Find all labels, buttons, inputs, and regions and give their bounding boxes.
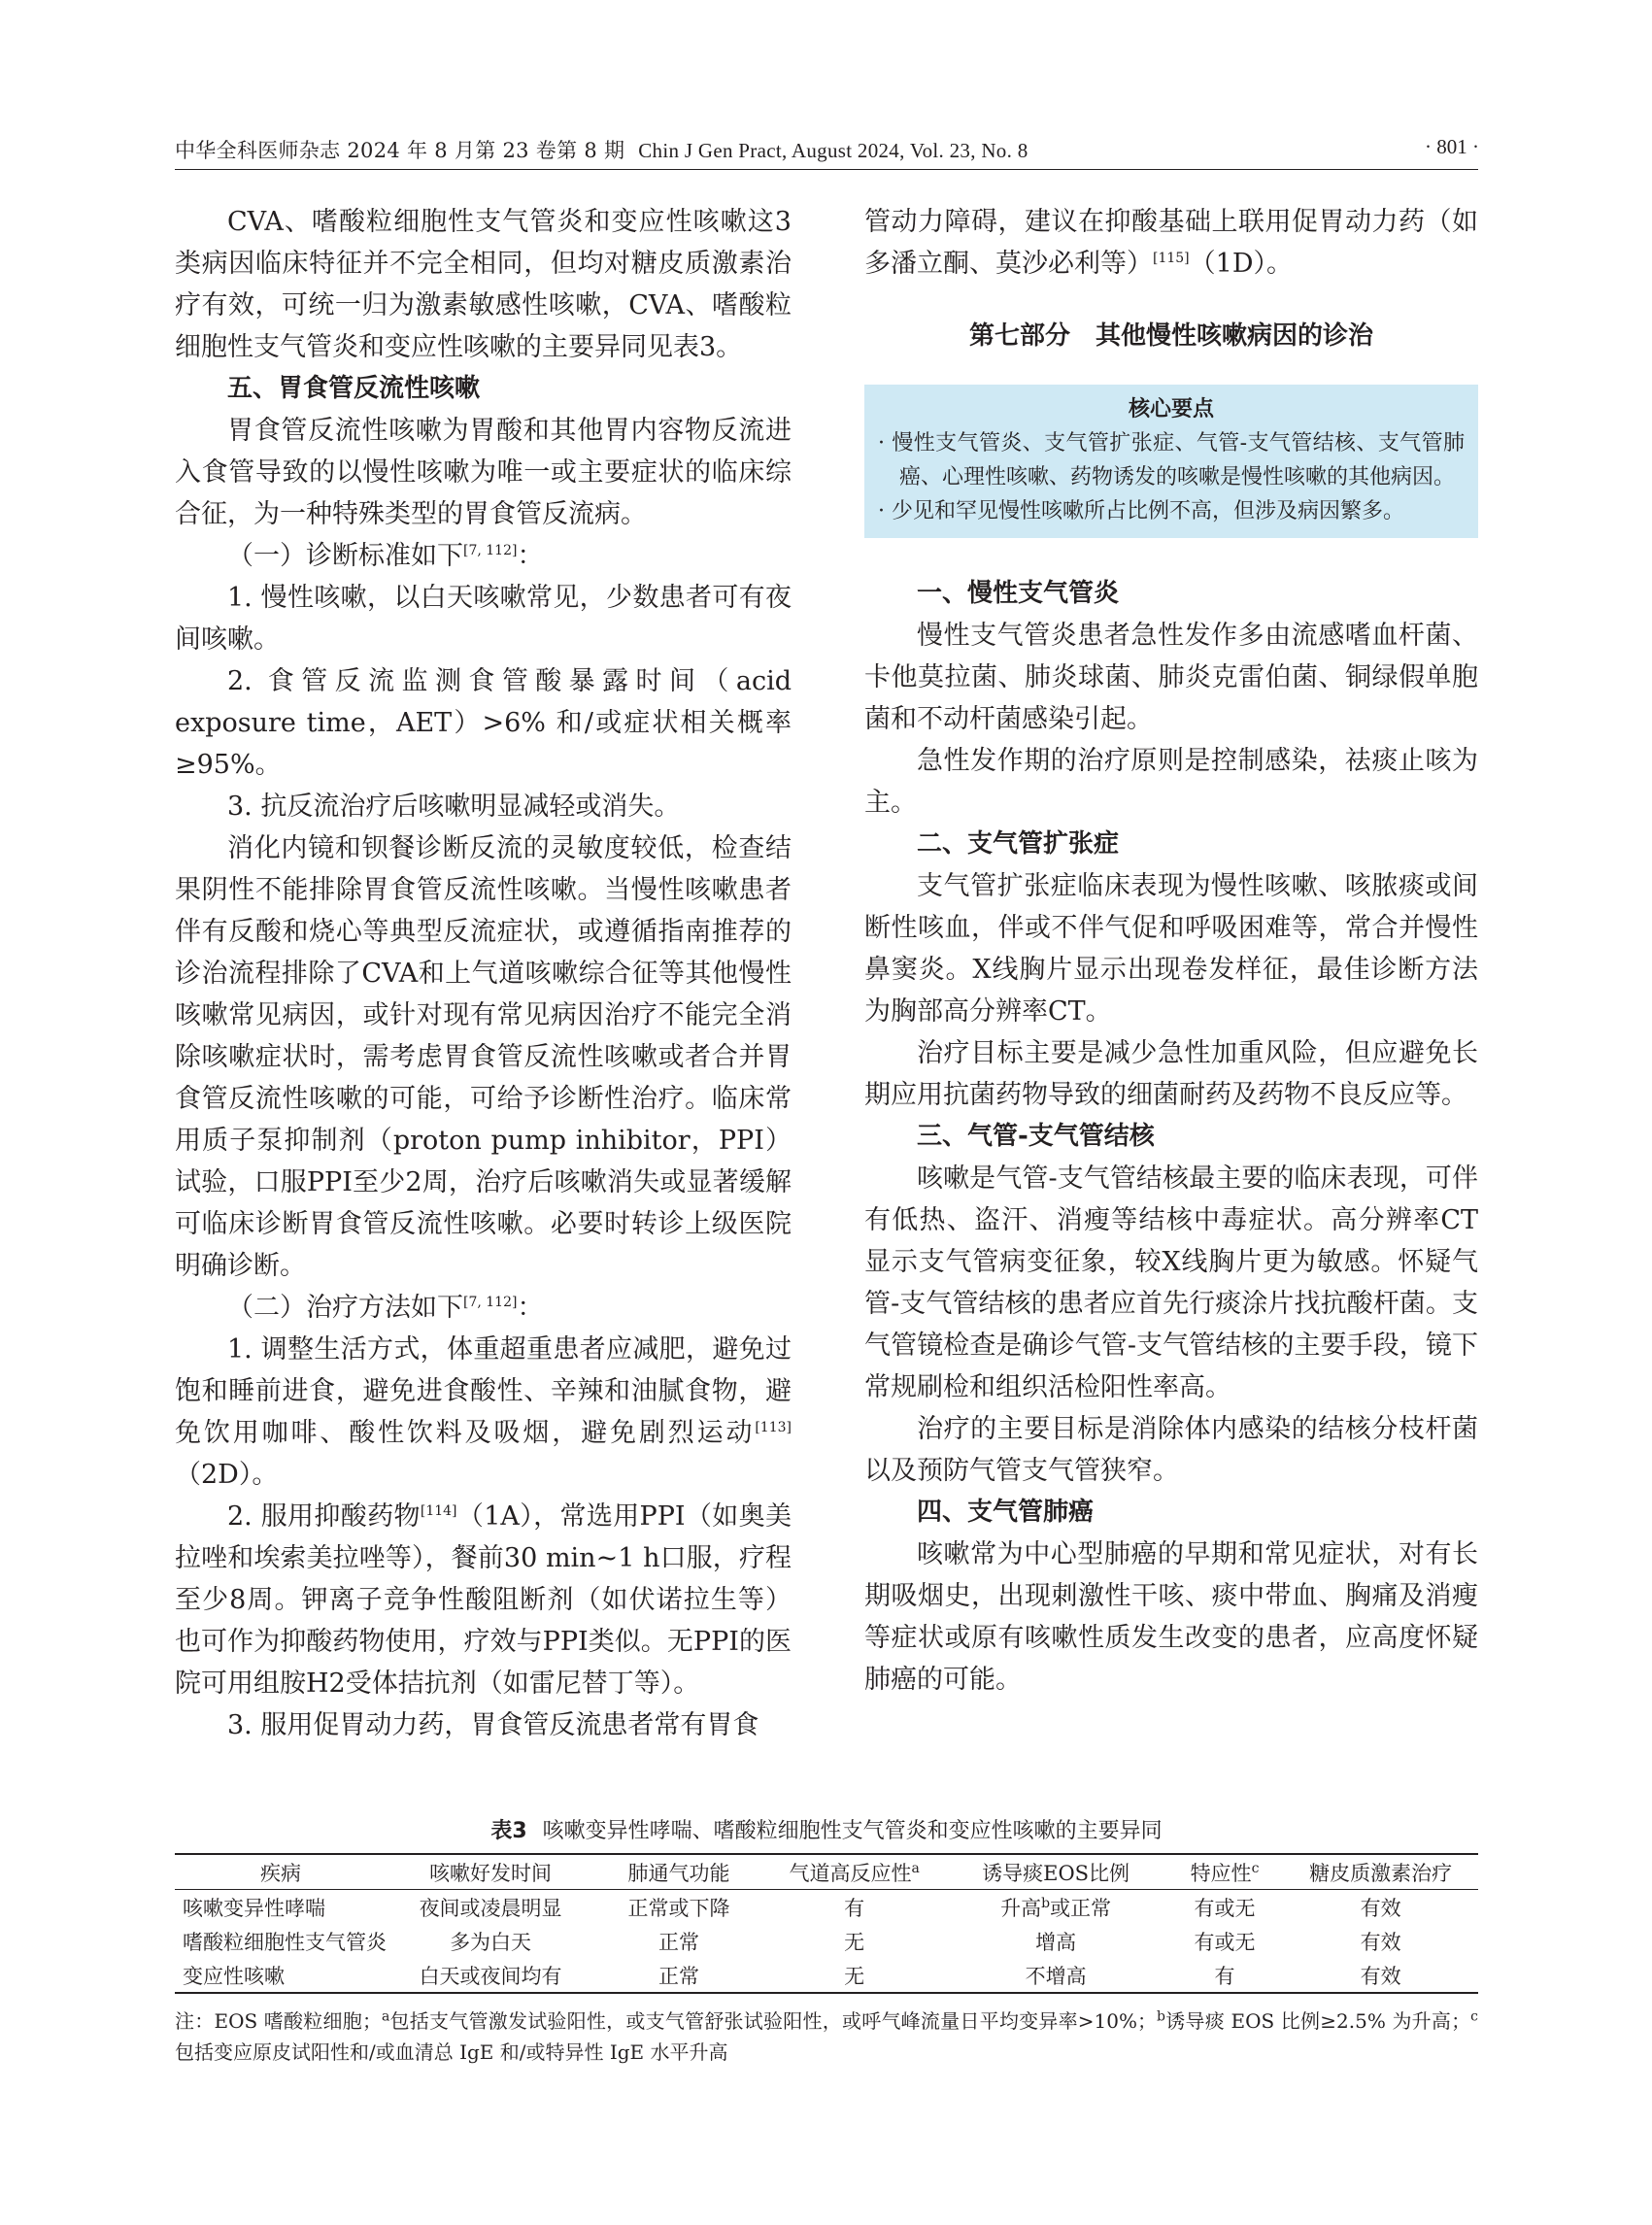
section-heading: 五、胃食管反流性咳嗽 [227, 374, 481, 403]
paragraph: 咳嗽是气管-支气管结核最主要的临床表现，可伴有低热、盗汗、消瘦等结核中毒症状。高分辨率CT显示支气管病变征象，较X线胸片更为敏感。怀疑气管-支气管结核的患者应首先行痰涂片找抗酸杆菌。支气管镜检查是确诊气管-支气管结核的主要手段，镜下常规刷检和组织活检阳性率高。 [864, 1163, 1478, 1402]
table-cell: 多为白天 [450, 1930, 532, 1954]
citation: [113] [755, 1420, 792, 1435]
table-row [175, 1924, 1478, 1958]
column-header: 疾病 [260, 1861, 301, 1885]
table-cell: 增高 [1035, 1930, 1077, 1954]
paragraph: 治疗的主要目标是消除体内感染的结核分枝杆菌以及预防气管支气管狭窄。 [864, 1414, 1478, 1486]
subsection-heading [175, 1287, 792, 1329]
punct: ： [517, 541, 544, 571]
footnote-mark: c [1470, 2008, 1478, 2025]
list-item: 3. 抗反流治疗后咳嗽明显减轻或消失。 [227, 792, 681, 822]
section-heading: 三、气管-支气管结核 [917, 1122, 1155, 1151]
header-rule [175, 169, 1478, 170]
paragraph: 消化内镜和钡餐诊断反流的灵敏度较低，检查结果阴性不能排除胃食管反流性咳嗽。当慢性咳嗽患者伴有反酸和烧心等典型反流症状，或遵循指南推荐的诊治流程排除了CVA和上气道咳嗽综合征等其他慢性咳嗽常见病因，或针对现有常见病因治疗不能完全消除咳嗽症状时，需考虑胃食管反流性咳嗽或者合并胃食管反流性咳嗽的可能，可给予诊断性治疗。临床常用质子泵抑制剂（proton pump inhibitor，PPI）试验，口服PPI至少2周，治疗后咳嗽消失或显著缓解可临床诊断胃食管反流性咳嗽。必要时转诊上级医院明确诊断。 [175, 833, 792, 1281]
key-point-item: · 慢性支气管炎、支气管扩张症、气管-支气管结核、支气管肺癌、心理性咳嗽、药物诱发的咳嗽是慢性咳嗽的其他病因。 [878, 431, 1466, 489]
table-cell: 白天或夜间均有 [419, 1964, 562, 1988]
table-header-row [175, 1854, 1478, 1890]
list-item: 3. 服用促胃动力药，胃食管反流患者常有胃食 [227, 1710, 759, 1740]
table-label: 表3 [490, 1819, 527, 1843]
section-heading: 一、慢性支气管炎 [917, 579, 1120, 608]
column-header [763, 1854, 945, 1890]
table-cell: 正常或下降 [627, 1896, 730, 1920]
paragraph-text: 管动力障碍，建议在抑酸基础上联用促胃动力药（如多潘立酮、莫沙必利等） [864, 207, 1478, 279]
table-cell: 不增高 [1025, 1964, 1087, 1988]
footnote-mark: a [911, 1860, 920, 1876]
table-cell: 有效 [1360, 1930, 1401, 1954]
section-heading: 二、支气管扩张症 [917, 829, 1120, 859]
column-header: 肺通气功能 [627, 1861, 730, 1885]
note-text: 包括支气管激发试验阳性，或支气管舒张试验阳性，或呼气峰流量日平均变异率>10%； [389, 2009, 1158, 2033]
footnote-mark: a [381, 2008, 390, 2025]
table-cell: 有或无 [1194, 1930, 1256, 1954]
evidence-grade: （1D）。 [1189, 249, 1293, 279]
key-points-box [864, 385, 1478, 538]
table-caption [175, 1814, 1478, 1844]
table-cell: 无 [844, 1964, 865, 1988]
paragraph: 慢性支气管炎患者急性发作多由流感嗜血杆菌、卡他莫拉菌、肺炎球菌、肺炎克雷伯菌、铜绿假单胞菌和不动杆菌感染引起。 [864, 621, 1478, 734]
footnote-mark: b [1157, 2008, 1165, 2025]
key-points-title: 核心要点 [1128, 397, 1214, 421]
list-text: （1A），常选用PPI（如奥美拉唑和埃索美拉唑等），餐前30 min~1 h口服，疗程至少8周。钾离子竞争性酸阻断剂（如伏诺拉生等）也可作为抑酸药物使用，疗效与PPI类似。无PPI的医院可用组胺H2受体拮抗剂（如雷尼替丁等）。 [175, 1501, 792, 1699]
paragraph: 咳嗽常为中心型肺癌的早期和常见症状，对有长期吸烟史，出现刺激性干咳、痰中带血、胸痛及消瘦等症状或原有咳嗽性质发生改变的患者，应高度怀疑肺癌的可能。 [864, 1539, 1478, 1695]
subsection-title: （二）治疗方法如下 [227, 1293, 463, 1323]
part-heading: 第七部分 其他慢性咳嗽病因的诊治 [968, 321, 1373, 351]
citation: [7, 112] [463, 1295, 518, 1310]
column-header: 糖皮质激素治疗 [1309, 1861, 1453, 1885]
table-cell [945, 1890, 1165, 1925]
table-cell: 嗜酸粒细胞性支气管炎 [183, 1930, 387, 1954]
table-cell: 无 [844, 1930, 865, 1954]
citation: [7, 112] [463, 543, 518, 558]
right-column [864, 201, 1478, 1701]
evidence-grade: （2D）。 [175, 1460, 279, 1490]
note-text: 注：EOS 嗜酸粒细胞； [175, 2009, 382, 2033]
table-cell: 有 [844, 1896, 865, 1920]
page-number: · 801 · [1425, 135, 1479, 158]
note-text: 包括变应原皮试阳性和/或血清总 IgE 和/或特异性 IgE 水平升高 [175, 2040, 728, 2064]
citation: [115] [1153, 251, 1190, 266]
list-text: 2. 服用抑酸药物 [227, 1501, 421, 1532]
journal-header [175, 135, 1028, 164]
list-item: 1. 慢性咳嗽，以白天咳嗽常见，少数患者可有夜间咳嗽。 [175, 583, 792, 655]
table-cell: 夜间或凌晨明显 [419, 1896, 562, 1920]
table-cell: 变应性咳嗽 [183, 1964, 285, 1988]
paragraph [864, 201, 1478, 285]
list-item: 2. 食管反流监测食管酸暴露时间（acid exposure time，AET）>6% 和/或症状相关概率≥95%。 [175, 666, 792, 780]
list-item [175, 1329, 792, 1496]
comparison-table [175, 1853, 1478, 1994]
table-cell: 有或无 [1194, 1896, 1256, 1920]
cell-text: 或正常 [1050, 1896, 1112, 1920]
table-cell: 正常 [658, 1964, 700, 1988]
table-row [175, 1890, 1478, 1925]
column-header-text: 气道高反应性 [789, 1861, 912, 1885]
key-point-item: · 少见和罕见慢性咳嗽所占比例不高，但涉及病因繁多。 [878, 499, 1404, 523]
paragraph: 急性发作期的治疗原则是控制感染，祛痰止咳为主。 [864, 746, 1478, 818]
footnote-mark: c [1251, 1860, 1260, 1876]
journal-title-en: Chin J Gen Pract, August 2024, Vol. 23, No. 8 [638, 139, 1028, 162]
list-item [175, 1496, 792, 1704]
column-header [1166, 1854, 1283, 1890]
subsection-title: （一）诊断标准如下 [227, 541, 463, 571]
note-text: 诱导痰 EOS 比例≥2.5% 为升高； [1164, 2009, 1471, 2033]
table-note [175, 2006, 1478, 2068]
table-cell: 有效 [1360, 1964, 1401, 1988]
left-column [175, 201, 792, 1746]
subsection-heading [175, 535, 792, 577]
paragraph: 胃食管反流性咳嗽为胃酸和其他胃内容物反流进入食管导致的以慢性咳嗽为唯一或主要症状的临床综合征，为一种特殊类型的胃食管反流病。 [175, 416, 792, 529]
column-header: 诱导痰EOS比例 [982, 1861, 1130, 1885]
table-cell: 正常 [658, 1930, 700, 1954]
table-row [175, 1958, 1478, 1993]
citation: [114] [420, 1503, 457, 1519]
table-cell: 有效 [1360, 1896, 1401, 1920]
table-title: 咳嗽变异性哮喘、嗜酸粒细胞性支气管炎和变应性咳嗽的主要异同 [542, 1819, 1163, 1843]
column-header: 咳嗽好发时间 [429, 1861, 553, 1885]
list-text: 1. 调整生活方式，体重超重患者应减肥，避免过饱和睡前进食，避免进食酸性、辛辣和油腻食物，避免饮用咖啡、酸性饮料及吸烟，避免剧烈运动 [175, 1334, 792, 1448]
punct: ： [517, 1293, 544, 1323]
section-heading: 四、支气管肺癌 [917, 1498, 1095, 1527]
footnote-mark: b [1041, 1895, 1051, 1911]
paragraph: CVA、嗜酸粒细胞性支气管炎和变应性咳嗽这3类病因临床特征并不完全相同，但均对糖皮质激素治疗有效，可统一归为激素敏感性咳嗽，CVA、嗜酸粒细胞性支气管炎和变应性咳嗽的主要异同见表3。 [175, 207, 792, 362]
column-header-text: 特应性 [1190, 1861, 1252, 1885]
table-cell: 咳嗽变异性哮喘 [183, 1896, 325, 1920]
table-cell: 有 [1214, 1964, 1235, 1988]
paragraph: 治疗目标主要是减少急性加重风险，但应避免长期应用抗菌药物导致的细菌耐药及药物不良反应等。 [864, 1038, 1478, 1110]
journal-title-cn: 中华全科医师杂志 2024 年 8 月第 23 卷第 8 期 [175, 139, 625, 162]
paragraph: 支气管扩张症临床表现为慢性咳嗽、咳脓痰或间断性咳血，伴或不伴气促和呼吸困难等，常合并慢性鼻窦炎。X线胸片显示出现卷发样征，最佳诊断方法为胸部高分辨率CT。 [864, 871, 1478, 1027]
cell-text: 升高 [1000, 1896, 1042, 1920]
